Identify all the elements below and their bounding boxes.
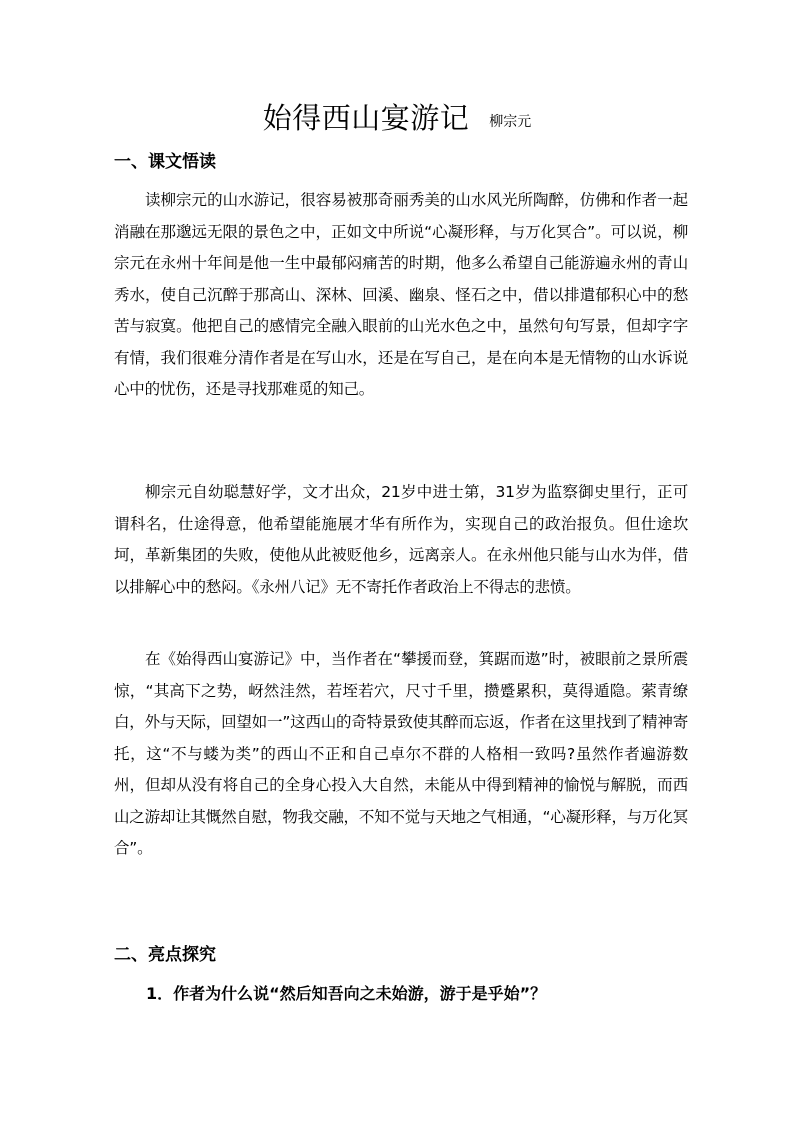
title-row [0, 96, 794, 137]
page-title: 始得西山宴游记 [262, 101, 470, 135]
paragraph-2: 柳宗元自幼聪慧好学，文才出众，21岁中进士第，31岁为监察御史里行，正可谓科名，仕途得意，他希望能施展才华有所作为，实现自己的政治报负。但仕途坎坷，革新集团的失败，使他从此被贬他乡，远离亲人。在永州他只能与山水为伴，借以排解心中的愁闷。《永州八记》无不寄托作者政治上不得志的悲愤。 [114, 483, 688, 596]
section-heading-explore: 二、亮点探究 [114, 945, 216, 965]
question-1: 1．作者为什么说“然后知吾向之未始游，游于是乎始”？ [146, 984, 547, 1003]
author-name: 柳宗元 [489, 114, 532, 130]
paragraph-1: 读柳宗元的山水游记，很容易被那奇丽秀美的山水风光所陶醉，仿佛和作者一起消融在那邈远无限的景色之中，正如文中所说“心凝形释，与万化冥合”。可以说，柳宗元在永州十年间是他一生中最郁闷痛苦的时期，他多么希望自己能游遍永州的青山秀水，使自己沉醉于那高山、深林、回溪、幽泉、怪石之中，借以排遣郁积心中的愁苦与寂寞。他把自己的感情完全融入眼前的山光水色之中，虽然句句写景，但却字字有情，我们很难分清作者是在写山水，还是在写自己，是在向本是无情物的山水诉说心中的忧伤，还是寻找那难觅的知己。 [114, 191, 688, 398]
paragraph-3: 在《始得西山宴游记》中，当作者在“攀援而登，箕踞而遨”时，被眼前之景所震惊，“其高下之势，岈然洼然，若垤若穴，尺寸千里，攒蹙累积，莫得遁隐。萦青缭白，外与天际，回望如一”这西山的奇特景致使其醉而忘返，作者在这里找到了精神寄托，这“不与蝼为类”的西山不正和自己卓尔不群的人格相一致吗?虽然作者遍游数州，但却从没有将自己的全身心投入大自然，未能从中得到精神的愉悦与解脱，而西山之游却让其慨然自慰，物我交融，不知不觉与天地之气相通，“心凝形释，与万化冥合”。 [114, 650, 688, 857]
section-heading-reading: 一、课文悟读 [114, 152, 216, 172]
